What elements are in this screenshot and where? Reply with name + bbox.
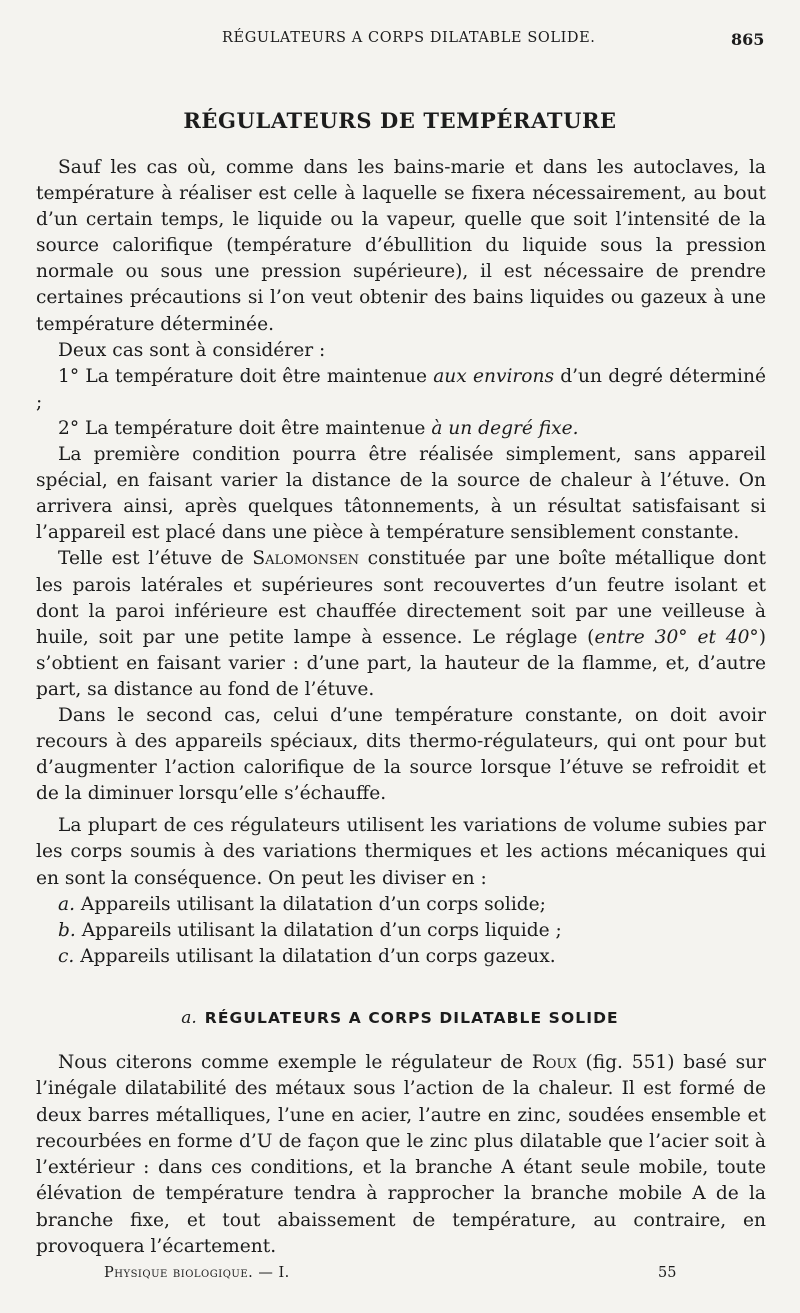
footer-book-title: Physique biologique. — I. [104,1265,290,1281]
text-run: constituée par une boîte métallique dont les parois latérales et supérieures sont recouvertes d’un feutre isolant et dont la paroi inférieure est chauffée directement soit par une veilleuse à huile, soit par une petite lampe à essence. Le réglage ( [36,548,766,648]
running-head [0,30,800,54]
author-name: Salomonsen [252,548,359,570]
list-text: Appareils utilisant la dilatation d’un corps liquide ; [75,919,562,941]
paragraph: Deux cas sont à considérer : [58,339,326,361]
list-letter: a. [58,893,75,915]
list-text: Appareils utilisant la dilatation d’un corps solide; [75,893,546,915]
running-title: RÉGULATEURS A CORPS DILATABLE SOLIDE. [222,30,596,46]
subsection-title-text: RÉGULATEURS A CORPS DILATABLE SOLIDE [204,1009,619,1027]
page-number: 865 [731,30,765,49]
list-item [36,944,766,970]
text-run: 1° La température doit être maintenue [58,365,434,387]
text-run: ) s’obtient en faisant varier : d’une part, la hauteur de la flamme, et, d’autre part, sa distance au fond de l’étuve. [36,626,766,700]
paragraph: La première condition pourra être réalisée simplement, sans appareil spécial, en faisant varier la distance de la source de chaleur à l’étuve. On arrivera ainsi, après quelques tâtonnements, à un résultat satisfaisant si l’appareil est placé dans une pièce à température sensiblement constante. [36,444,766,544]
author-name: Roux [531,1052,577,1073]
paragraph [36,546,766,703]
body-text [36,155,766,970]
paragraph: Sauf les cas où, comme dans les bains-marie et dans les autoclaves, la température à réaliser est celle à laquelle se fixera nécessairement, au bout d’un certain temps, le liquide ou la vapeur, quelle que soit l’intensité de la source calorifique (température d’ébullition du liquide sous la pression normale ou sous une pression supérieure), il est nécessaire de prendre certaines précautions si l’on veut obtenir des bains liquides ou gazeux à une température déterminée. [36,157,766,335]
subsection-title [0,1008,800,1028]
text-run: Nous citerons comme exemple le régulateur de [58,1052,532,1073]
emphasis: à un degré fixe. [431,417,579,439]
emphasis: aux environs [433,365,555,387]
emphasis: entre 30° et 40° [594,626,759,648]
paragraph: La plupart de ces régulateurs utilisent les variations de volume subies par les corps soumis à des variations thermiques et les actions mécaniques qui en sont la conséquence. On peut les diviser en : [36,815,766,889]
text-run: Telle est l’étuve de [58,548,253,570]
paragraph [36,364,766,416]
paragraph [36,1050,766,1260]
list-text: Appareils utilisant la dilatation d’un corps gazeux. [74,945,556,967]
subsection-letter: a. [181,1008,197,1028]
list-item [36,918,766,944]
list-item [36,892,766,918]
body-text-2 [36,1050,766,1260]
paragraph [36,416,766,442]
list-letter: c. [58,945,75,967]
text-run: 2° La température doit être maintenue [58,417,432,439]
paragraph: Dans le second cas, celui d’une température constante, on doit avoir recours à des appareils spéciaux, dits thermo-régulateurs, qui ont pour but d’augmenter l’action calorifique de la source lorsque l’étuve se refroidit et de la diminuer lorsqu’elle s’échauffe. [36,704,766,805]
text-run: d’un degré déterminé ; [36,365,766,413]
text-run: (fig. 551) basé sur l’inégale dilatabilité des métaux sous l’action de la chaleur. Il est formé de deux barres métalliques, l’une en acier, l’autre en zinc, soudées ensemble et recourbées en forme d’U de façon que le zinc plus dilatable que l’acier soit à l’extérieur : dans ces conditions, et la branche A étant seule mobile, toute élévation de température tendra à rapprocher la branche mobile A de la branche fixe, et tout abaissement de température, au contraire, en provoquera l’écartement. [36,1052,767,1258]
list-letter: b. [58,919,76,941]
page-footer [0,1265,800,1287]
section-title: RÉGULATEURS DE TEMPÉRATURE [183,108,617,133]
signature-mark: 55 [658,1265,677,1281]
